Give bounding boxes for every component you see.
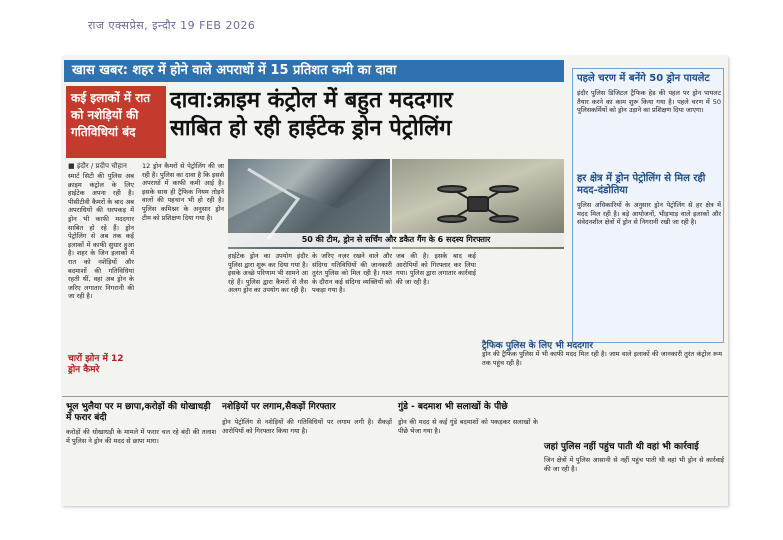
- date-stamp: राज एक्सप्रेस, इन्दौर 19 FEB 2026: [88, 19, 256, 32]
- subhead-drone-cameras: चारों झोन में 12 ड्रोन कैमरे: [68, 354, 124, 375]
- sidebar-body-2: पुलिस अधिकारियों के अनुसार ड्रोन पेट्रोलिंग से हर क्षेत्र में मदद मिल रही है। बड़े आयोजनों, भीड़भाड़ वाले इलाकों और संवेदनशील क्षेत्रों में ड्रोन से निगरानी रखी जा रही है।: [577, 201, 721, 227]
- strap-headline: खास खबर: शहर में होने वाले अपराधों में 15 प्रतिशत कमी का दावा: [64, 60, 564, 82]
- sidebar-heading-pilots: पहले चरण में बनेंगे 50 ड्रोन पायलेट: [577, 73, 710, 84]
- red-box-kicker: कई इलाकों में रात को नशेड़ियों की गतिविधियां बंद: [66, 86, 166, 158]
- traffic-body: ड्रोन की ट्रैफिक पुलिस में भी काफी मदद मिल रही है। जाम वाले इलाकों की जानकारी तुरंत कंट्रोल रूम तक पहुंच रही है।: [482, 350, 722, 367]
- bottom-headline-2: नशेड़ियों पर लगाम,सैकड़ों गिरफ्तार: [222, 402, 336, 412]
- headline-line-2: साबित हो रही हाईटेक ड्रोन पेट्रोलिंग: [170, 115, 452, 141]
- bottom-headline-1: भूल भुलैया पर म छापा,करोड़ों की धोखाधड़ी में फरार बंदी: [66, 402, 211, 423]
- byline: ■ इंदौर / प्रदीप चौहान: [68, 162, 127, 170]
- bottom-headline-3: गुंडे - बदमाश भी सलाखों के पीछे: [398, 402, 508, 412]
- headline-line-1: दावा:क्राइम कंट्रोल में बहुत मददगार: [170, 87, 453, 113]
- bottom-headline-4: जहां पुलिस नहीं पहुंच पाती थी वहां भी कार्रवाई: [544, 442, 699, 452]
- bottom-body-1: करोड़ों की धोखाधड़ी के मामले में फरार चल रहे बंदी की तलाश में पुलिस ने ड्रोन की मदद से छापा मारा।: [66, 428, 216, 445]
- sidebar-heading-patrolling: हर क्षेत्र में ड्रोन पेट्रोलिंग से मिल रही मदद-दंडोतिया: [577, 173, 706, 196]
- main-headline: [170, 86, 562, 142]
- bottom-body-3: ड्रोन की मदद से कई गुंडे बदमाशों को पकड़कर सलाखों के पीछे भेजा गया है।: [398, 418, 538, 435]
- article-column-4: के जरिए नज़र रखने वाले और संदिग्ध गतिविधियों की जानकारी तुरंत पुलिस को मिल रही है। गश्त के दौरान कई संदिग्ध व्यक्तियों को पकड़ा गया है।: [312, 252, 392, 295]
- newspaper-clipping: [62, 56, 728, 506]
- sidebar-box: [572, 68, 724, 343]
- article-column-5: जब की है। इसके बाद कई आरोपियों को गिरफ्तार कर लिया गया। पुलिस द्वारा लगातार कार्रवाई की जा रही है।: [396, 252, 476, 286]
- bottom-body-4: जिन क्षेत्रों में पुलिस आसानी से नहीं पहुंच पाती थी वहां भी ड्रोन से कार्रवाई की जा रही है।: [544, 456, 724, 473]
- traffic-heading: ट्रैफिक पुलिस के लिए भी मददगार: [482, 341, 594, 351]
- sidebar-body-1: इंदौर पुलिस डिजिटल ट्रैफिक हेड की पहल पर ड्रोन पायलट तैयार करने का काम शुरू किया गया है। पहले चरण में 50 पुलिसकर्मियों को ड्रोन उड़ाने का प्रशिक्षण दिया जाएगा।: [577, 89, 721, 115]
- article-column-3: हाईटेक ड्रोन का उपयोग इंदौर पुलिस द्वारा शुरू कर दिया गया है। इसके अच्छे परिणाम भी सामने आ रहे हैं। पुलिस द्वारा कैमरों से लैस अलग ड्रोन का उपयोग कर रही है।: [228, 252, 308, 295]
- bottom-body-2: ड्रोन पेट्रोलिंग से नशेड़ियों की गतिविधियों पर लगाम लगी है। सैकड़ों आरोपियों को गिरफ्तार किया गया है।: [222, 418, 392, 435]
- article-column-2: 12 ड्रोन कैमरों से पेट्रोलिंग की जा रही है। पुलिस का दावा है कि इससे अपराधों में काफी कमी आई है। इसके साथ ही ट्रैफिक नियम तोड़ने वालों की पहचान भी हो रही है। पुलिस कमिश्नर के अनुसार ड्रोन टीम को प्रशिक्षण दिया गया है।: [142, 162, 224, 222]
- section-divider: [62, 396, 728, 397]
- article-column-1: स्मार्ट सिटी की पुलिस अब क्राइम कंट्रोल के लिए हाईटेक अपना रही है। पीसीटीवी कैमरों के बाद अब अपराधियों की धरपकड़ में ड्रोन भी काफी मददगार साबित हो रहे हैं। ड्रोन पेट्रोलिंग से अब तक कई इलाकों में काफी सुधार हुआ है। शहर के जिन इलाकों में रात को नशेड़ियों और बदमाशों की गतिविधियां रहती थीं, वहां अब ड्रोन के जरिए लगातार निगरानी की जा रही है।: [68, 172, 134, 301]
- photo-caption: 50 की टीम, ड्रोन से सर्चिंग और डकैत गैंग के 6 सदस्य गिरफ्तार: [228, 233, 564, 247]
